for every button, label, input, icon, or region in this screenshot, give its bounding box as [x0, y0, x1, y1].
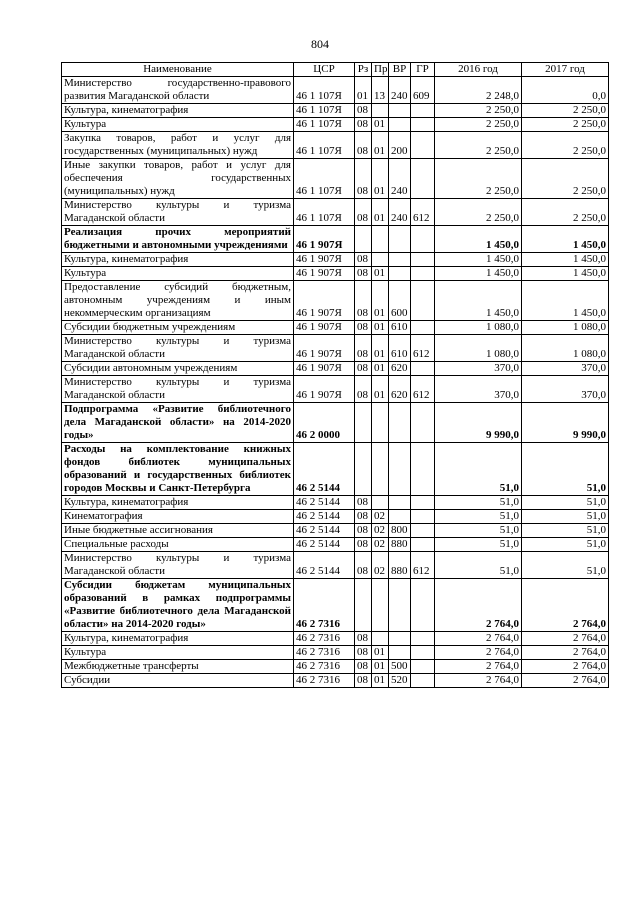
cell-csr: 46 1 907Я [294, 253, 355, 267]
cell-pr [372, 632, 389, 646]
page-number: 804 [311, 37, 329, 51]
cell-name: Культура, кинематография [62, 253, 294, 267]
cell-name: Реализация прочих мероприятий бюджетными и автономными учреждениями [62, 226, 294, 253]
cell-rz: 08 [355, 132, 372, 159]
cell-gr [411, 226, 435, 253]
cell-vr: 240 [389, 159, 411, 199]
cell-2017: 2 250,0 [522, 118, 609, 132]
cell-2016: 1 080,0 [435, 335, 522, 362]
cell-vr [389, 646, 411, 660]
cell-csr: 46 1 107Я [294, 159, 355, 199]
cell-pr [372, 253, 389, 267]
cell-2016: 1 450,0 [435, 226, 522, 253]
cell-2016: 2 764,0 [435, 579, 522, 632]
cell-gr [411, 267, 435, 281]
cell-2017: 1 080,0 [522, 335, 609, 362]
cell-rz: 08 [355, 632, 372, 646]
cell-rz: 08 [355, 199, 372, 226]
cell-csr: 46 2 7316 [294, 660, 355, 674]
cell-vr: 880 [389, 538, 411, 552]
cell-2017: 1 080,0 [522, 321, 609, 335]
cell-csr: 46 1 907Я [294, 362, 355, 376]
cell-name: Министерство культуры и туризма Магаданской области [62, 552, 294, 579]
header-gr: ГР [411, 63, 435, 77]
table-row [62, 118, 609, 132]
table-row [62, 159, 609, 199]
cell-csr: 46 2 5144 [294, 443, 355, 496]
cell-gr [411, 118, 435, 132]
cell-2016: 51,0 [435, 443, 522, 496]
cell-csr: 46 1 907Я [294, 267, 355, 281]
cell-2016: 2 250,0 [435, 199, 522, 226]
table-row [62, 77, 609, 104]
cell-csr: 46 2 5144 [294, 496, 355, 510]
cell-csr: 46 2 7316 [294, 632, 355, 646]
cell-pr [372, 104, 389, 118]
cell-2016: 1 450,0 [435, 281, 522, 321]
cell-rz: 08 [355, 321, 372, 335]
table-row [62, 267, 609, 281]
cell-csr: 46 2 7316 [294, 674, 355, 688]
cell-rz [355, 226, 372, 253]
cell-gr [411, 132, 435, 159]
cell-pr: 01 [372, 660, 389, 674]
table-row [62, 510, 609, 524]
cell-2017: 1 450,0 [522, 281, 609, 321]
cell-pr: 02 [372, 538, 389, 552]
cell-pr: 01 [372, 159, 389, 199]
cell-gr: 609 [411, 77, 435, 104]
cell-2016: 2 764,0 [435, 632, 522, 646]
cell-name: Министерство культуры и туризма Магаданской области [62, 376, 294, 403]
cell-gr [411, 321, 435, 335]
cell-name: Министерство культуры и туризма Магаданской области [62, 335, 294, 362]
cell-2017: 9 990,0 [522, 403, 609, 443]
cell-name: Закупка товаров, работ и услуг для государственных (муниципальных) нужд [62, 132, 294, 159]
cell-pr: 01 [372, 118, 389, 132]
cell-vr [389, 226, 411, 253]
cell-2016: 2 250,0 [435, 104, 522, 118]
header-2017: 2017 год [522, 63, 609, 77]
cell-gr [411, 443, 435, 496]
table-row [62, 552, 609, 579]
cell-gr [411, 281, 435, 321]
cell-vr [389, 253, 411, 267]
cell-2017: 2 250,0 [522, 104, 609, 118]
table-row [62, 253, 609, 267]
cell-2017: 2 764,0 [522, 632, 609, 646]
cell-rz: 08 [355, 646, 372, 660]
cell-rz: 08 [355, 159, 372, 199]
cell-2017: 370,0 [522, 362, 609, 376]
cell-vr: 500 [389, 660, 411, 674]
cell-2016: 9 990,0 [435, 403, 522, 443]
cell-gr [411, 403, 435, 443]
budget-table [61, 62, 609, 688]
cell-rz: 08 [355, 118, 372, 132]
cell-2017: 1 450,0 [522, 267, 609, 281]
cell-pr: 02 [372, 552, 389, 579]
cell-2016: 51,0 [435, 496, 522, 510]
cell-vr: 610 [389, 321, 411, 335]
cell-2016: 1 080,0 [435, 321, 522, 335]
cell-rz: 08 [355, 538, 372, 552]
cell-name: Специальные расходы [62, 538, 294, 552]
cell-rz [355, 443, 372, 496]
cell-vr [389, 267, 411, 281]
cell-name: Расходы на комплектование книжных фондов библиотек муниципальных образований и государственных библиотек городов Москвы и Санкт-Петербурга [62, 443, 294, 496]
cell-pr [372, 579, 389, 632]
cell-2016: 51,0 [435, 510, 522, 524]
cell-csr: 46 2 5144 [294, 552, 355, 579]
cell-vr: 880 [389, 552, 411, 579]
cell-rz [355, 579, 372, 632]
cell-2016: 51,0 [435, 524, 522, 538]
cell-vr [389, 510, 411, 524]
cell-name: Иные закупки товаров, работ и услуг для обеспечения государственных (муниципальных) нужд [62, 159, 294, 199]
table-row [62, 443, 609, 496]
cell-2017: 51,0 [522, 510, 609, 524]
table-row [62, 104, 609, 118]
cell-vr: 240 [389, 77, 411, 104]
cell-gr [411, 253, 435, 267]
cell-2017: 0,0 [522, 77, 609, 104]
header-name: Наименование [62, 63, 294, 77]
header-csr: ЦСР [294, 63, 355, 77]
cell-name: Иные бюджетные ассигнования [62, 524, 294, 538]
table-row [62, 376, 609, 403]
cell-pr: 01 [372, 267, 389, 281]
cell-name: Культура, кинематография [62, 104, 294, 118]
cell-2016: 2 248,0 [435, 77, 522, 104]
cell-pr [372, 226, 389, 253]
table-row [62, 199, 609, 226]
cell-2017: 2 764,0 [522, 646, 609, 660]
cell-vr [389, 632, 411, 646]
cell-csr: 46 1 907Я [294, 281, 355, 321]
table-row [62, 674, 609, 688]
cell-2017: 2 250,0 [522, 199, 609, 226]
cell-gr [411, 524, 435, 538]
cell-rz: 01 [355, 77, 372, 104]
cell-rz: 08 [355, 267, 372, 281]
cell-csr: 46 2 7316 [294, 579, 355, 632]
cell-2016: 370,0 [435, 362, 522, 376]
cell-2016: 2 764,0 [435, 646, 522, 660]
cell-2016: 2 250,0 [435, 118, 522, 132]
table-row [62, 646, 609, 660]
cell-2016: 2 764,0 [435, 660, 522, 674]
cell-vr: 800 [389, 524, 411, 538]
cell-gr [411, 660, 435, 674]
cell-pr: 13 [372, 77, 389, 104]
cell-rz: 08 [355, 552, 372, 579]
cell-csr: 46 1 907Я [294, 321, 355, 335]
cell-2016: 2 250,0 [435, 159, 522, 199]
table-row [62, 632, 609, 646]
cell-csr: 46 1 907Я [294, 226, 355, 253]
table-row [62, 496, 609, 510]
header-vr: ВР [389, 63, 411, 77]
table-row [62, 403, 609, 443]
cell-pr: 01 [372, 335, 389, 362]
cell-vr: 610 [389, 335, 411, 362]
cell-csr: 46 2 7316 [294, 646, 355, 660]
cell-rz: 08 [355, 660, 372, 674]
table-row [62, 281, 609, 321]
cell-gr [411, 674, 435, 688]
cell-2017: 2 764,0 [522, 674, 609, 688]
table-row [62, 321, 609, 335]
cell-csr: 46 2 5144 [294, 538, 355, 552]
cell-pr [372, 496, 389, 510]
cell-2017: 51,0 [522, 496, 609, 510]
cell-rz: 08 [355, 281, 372, 321]
cell-csr: 46 1 907Я [294, 376, 355, 403]
cell-gr [411, 362, 435, 376]
table-row [62, 538, 609, 552]
cell-2016: 370,0 [435, 376, 522, 403]
cell-name: Межбюджетные трансферты [62, 660, 294, 674]
cell-vr: 240 [389, 199, 411, 226]
cell-gr [411, 496, 435, 510]
cell-csr: 46 1 107Я [294, 199, 355, 226]
cell-gr [411, 646, 435, 660]
cell-2016: 51,0 [435, 552, 522, 579]
cell-2017: 370,0 [522, 376, 609, 403]
cell-csr: 46 1 107Я [294, 104, 355, 118]
cell-name: Кинематография [62, 510, 294, 524]
cell-gr [411, 159, 435, 199]
cell-gr: 612 [411, 376, 435, 403]
cell-gr [411, 579, 435, 632]
cell-gr [411, 538, 435, 552]
cell-2017: 2 250,0 [522, 159, 609, 199]
table-row [62, 524, 609, 538]
header-2016: 2016 год [435, 63, 522, 77]
table-row [62, 335, 609, 362]
cell-2017: 51,0 [522, 524, 609, 538]
cell-name: Субсидии бюджетным учреждениям [62, 321, 294, 335]
cell-2017: 2 250,0 [522, 132, 609, 159]
cell-gr: 612 [411, 335, 435, 362]
table-row [62, 579, 609, 632]
cell-name: Культура [62, 267, 294, 281]
table-row [62, 660, 609, 674]
cell-name: Субсидии автономным учреждениям [62, 362, 294, 376]
cell-rz: 08 [355, 496, 372, 510]
cell-csr: 46 2 0000 [294, 403, 355, 443]
cell-rz: 08 [355, 362, 372, 376]
cell-vr [389, 403, 411, 443]
cell-vr: 200 [389, 132, 411, 159]
cell-vr: 520 [389, 674, 411, 688]
cell-rz [355, 403, 372, 443]
cell-2017: 51,0 [522, 552, 609, 579]
cell-pr: 02 [372, 524, 389, 538]
cell-name: Субсидии бюджетам муниципальных образований в рамках подпрограммы «Развитие библиотечного дела Магаданской области» на 2014-2020 годы» [62, 579, 294, 632]
cell-csr: 46 1 107Я [294, 132, 355, 159]
cell-vr: 620 [389, 376, 411, 403]
cell-csr: 46 1 107Я [294, 77, 355, 104]
cell-pr: 01 [372, 646, 389, 660]
header-pr: Пр [372, 63, 389, 77]
table-body [62, 77, 609, 688]
header-rz: Рз [355, 63, 372, 77]
cell-pr: 01 [372, 674, 389, 688]
cell-rz: 08 [355, 253, 372, 267]
cell-rz: 08 [355, 524, 372, 538]
cell-vr [389, 118, 411, 132]
cell-rz: 08 [355, 335, 372, 362]
cell-name: Культура, кинематография [62, 632, 294, 646]
cell-vr: 600 [389, 281, 411, 321]
cell-vr [389, 443, 411, 496]
cell-name: Министерство государственно-правового развития Магаданской области [62, 77, 294, 104]
cell-name: Культура [62, 118, 294, 132]
cell-2017: 2 764,0 [522, 660, 609, 674]
cell-2017: 51,0 [522, 443, 609, 496]
cell-pr [372, 443, 389, 496]
cell-csr: 46 1 907Я [294, 335, 355, 362]
cell-2017: 1 450,0 [522, 226, 609, 253]
cell-2016: 2 764,0 [435, 674, 522, 688]
cell-pr: 01 [372, 281, 389, 321]
cell-2017: 2 764,0 [522, 579, 609, 632]
cell-gr [411, 510, 435, 524]
cell-vr [389, 496, 411, 510]
cell-pr: 01 [372, 376, 389, 403]
cell-gr: 612 [411, 552, 435, 579]
cell-2016: 1 450,0 [435, 253, 522, 267]
cell-rz: 08 [355, 510, 372, 524]
cell-name: Предоставление субсидий бюджетным, автономным учреждениям и иным некоммерческим организациям [62, 281, 294, 321]
table-row [62, 132, 609, 159]
cell-csr: 46 2 5144 [294, 524, 355, 538]
cell-name: Культура, кинематография [62, 496, 294, 510]
cell-gr [411, 632, 435, 646]
cell-csr: 46 2 5144 [294, 510, 355, 524]
cell-pr: 01 [372, 321, 389, 335]
cell-vr [389, 104, 411, 118]
cell-name: Подпрограмма «Развитие библиотечного дела Магаданской области» на 2014-2020 годы» [62, 403, 294, 443]
cell-2017: 1 450,0 [522, 253, 609, 267]
cell-pr: 01 [372, 199, 389, 226]
cell-2016: 1 450,0 [435, 267, 522, 281]
cell-2016: 51,0 [435, 538, 522, 552]
cell-pr: 01 [372, 132, 389, 159]
cell-2017: 51,0 [522, 538, 609, 552]
table-row [62, 226, 609, 253]
cell-rz: 08 [355, 104, 372, 118]
cell-name: Министерство культуры и туризма Магаданской области [62, 199, 294, 226]
cell-2016: 2 250,0 [435, 132, 522, 159]
cell-csr: 46 1 107Я [294, 118, 355, 132]
table-header-row [62, 63, 609, 77]
cell-pr: 01 [372, 362, 389, 376]
cell-pr: 02 [372, 510, 389, 524]
cell-gr: 612 [411, 199, 435, 226]
cell-rz: 08 [355, 376, 372, 403]
cell-vr: 620 [389, 362, 411, 376]
cell-gr [411, 104, 435, 118]
cell-rz: 08 [355, 674, 372, 688]
table-row [62, 362, 609, 376]
cell-name: Культура [62, 646, 294, 660]
cell-vr [389, 579, 411, 632]
cell-name: Субсидии [62, 674, 294, 688]
cell-pr [372, 403, 389, 443]
